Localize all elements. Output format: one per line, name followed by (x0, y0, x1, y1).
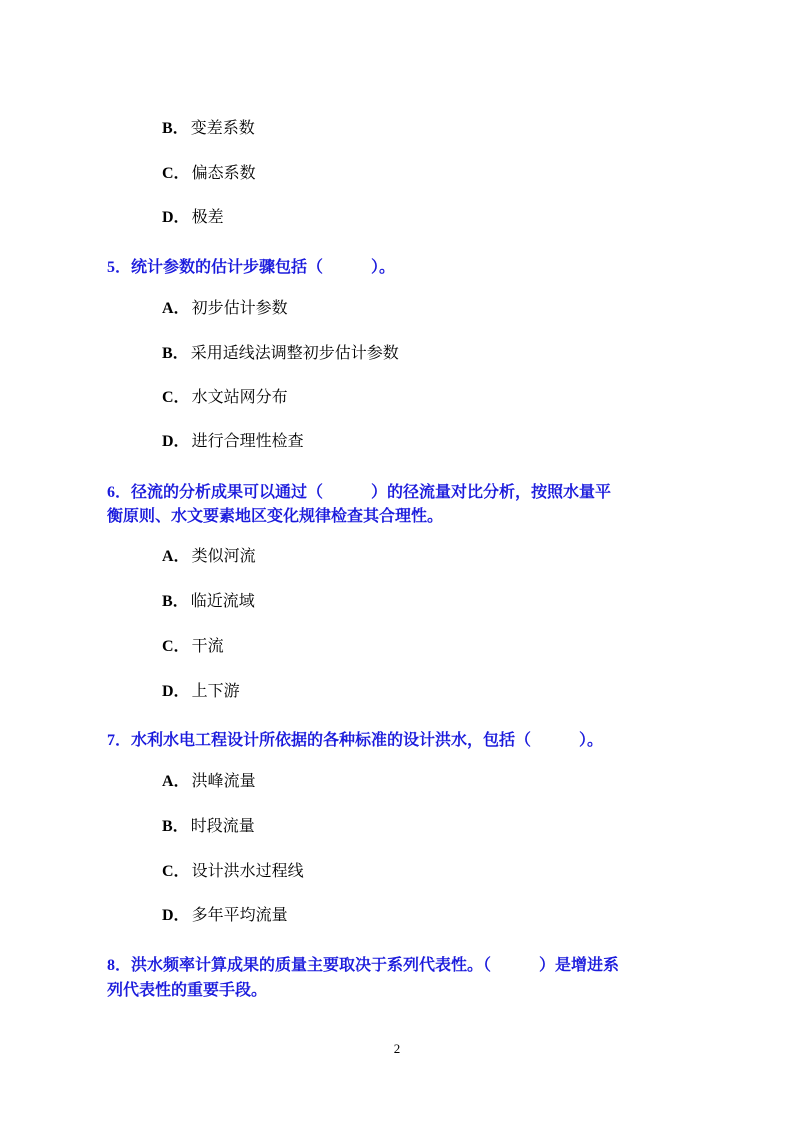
q7-option-b (162, 815, 255, 838)
q5-option-a (162, 297, 288, 320)
option-text: 上下游 (191, 681, 240, 700)
option-text: 初步估计参数 (191, 298, 288, 317)
option-text: 类似河流 (191, 546, 256, 565)
option-key: B． (162, 120, 189, 137)
option-key: D． (162, 683, 190, 700)
question-number: 6． (107, 484, 132, 501)
question-8-line-1 (107, 954, 619, 977)
question-text: 列代表性的重要手段。 (107, 980, 268, 999)
option-text: 变差系数 (190, 118, 255, 137)
question-text: 水利水电工程设计所依据的各种标准的设计洪水，包括（ ）。 (131, 730, 604, 749)
option-text: 水文站网分布 (191, 387, 288, 406)
question-7 (107, 729, 603, 752)
q6-option-b (162, 590, 255, 613)
q6-option-d (162, 680, 240, 703)
question-5 (107, 256, 395, 279)
question-6-line-1 (107, 481, 611, 504)
option-text: 进行合理性检查 (191, 431, 304, 450)
q5-option-b (162, 342, 399, 365)
question-6-line-2 (107, 505, 443, 527)
option-key: C． (162, 389, 190, 406)
option-text: 洪峰流量 (191, 771, 256, 790)
option-key: C． (162, 638, 190, 655)
option-text: 多年平均流量 (191, 905, 288, 924)
option-key: A． (162, 773, 190, 790)
q4-option-d (162, 206, 224, 229)
option-key: C． (162, 165, 190, 182)
page-number: 2 (393, 1041, 401, 1056)
option-key: B． (162, 593, 189, 610)
option-key: D． (162, 433, 190, 450)
q4-option-c (162, 162, 256, 185)
option-key: B． (162, 345, 189, 362)
q5-option-c (162, 386, 288, 409)
question-text: 径流的分析成果可以通过（ ）的径流量对比分析，按照水量平 (131, 482, 612, 501)
option-key: D． (162, 209, 190, 226)
option-text: 设计洪水过程线 (191, 861, 304, 880)
q4-option-b (162, 117, 255, 140)
question-text: 衡原则、水文要素地区变化规律检查其合理性。 (107, 506, 444, 525)
q6-option-a (162, 545, 256, 568)
q5-option-d (162, 430, 304, 453)
option-key: B． (162, 818, 189, 835)
question-8-line-2 (107, 979, 267, 1001)
option-text: 干流 (191, 636, 224, 655)
q7-option-a (162, 770, 256, 793)
option-text: 时段流量 (190, 816, 255, 835)
question-number: 7． (107, 732, 132, 749)
question-text: 统计参数的估计步骤包括（ ）。 (131, 257, 396, 276)
option-key: D． (162, 907, 190, 924)
question-number: 5． (107, 259, 132, 276)
q7-option-c (162, 860, 304, 883)
option-text: 偏态系数 (191, 163, 256, 182)
question-text: 洪水频率计算成果的质量主要取决于系列代表性。（ ）是增进系 (131, 955, 620, 974)
option-text: 临近流域 (190, 591, 255, 610)
q6-option-c (162, 635, 224, 658)
q7-option-d (162, 904, 288, 927)
question-number: 8． (107, 957, 132, 974)
option-key: A． (162, 300, 190, 317)
option-text: 采用适线法调整初步估计参数 (190, 343, 399, 362)
option-text: 极差 (191, 207, 224, 226)
option-key: A． (162, 548, 190, 565)
option-key: C． (162, 863, 190, 880)
